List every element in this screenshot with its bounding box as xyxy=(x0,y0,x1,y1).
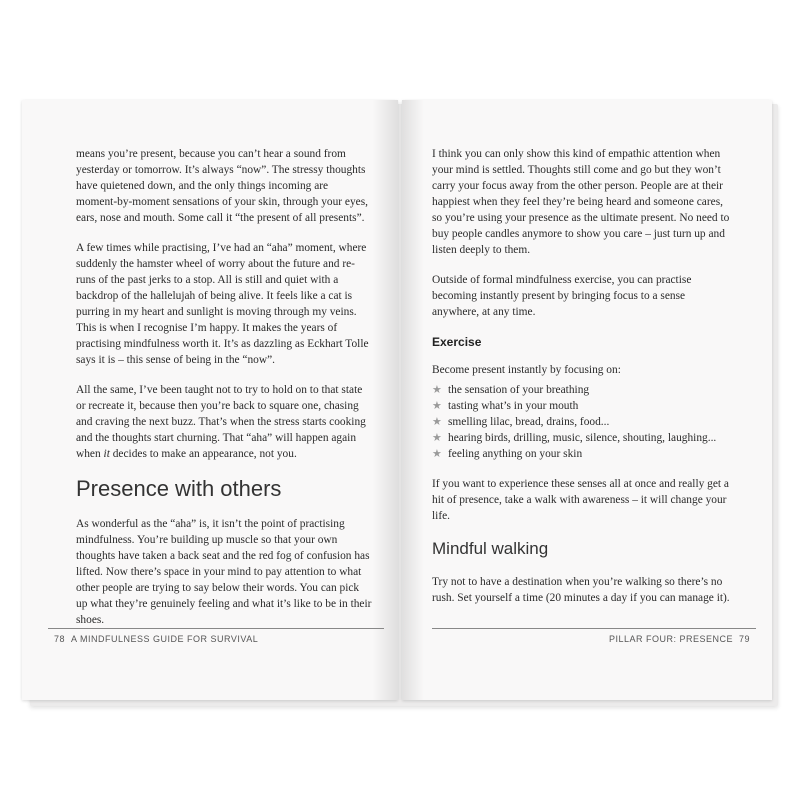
page-footer xyxy=(432,628,756,644)
right-page-content xyxy=(432,146,732,620)
running-title: PILLAR FOUR: PRESENCE xyxy=(608,634,733,644)
paragraph: Try not to have a destination when you’re walking so there’s no rush. Set yourself a time (20 minutes a day if you can manage it). xyxy=(432,576,730,604)
italic-word: it xyxy=(103,448,110,460)
paragraph-text: decides to make an appearance, not you. xyxy=(109,448,297,460)
left-page xyxy=(22,100,398,700)
list-item-text: the sensation of your breathing xyxy=(448,384,590,396)
exercise-list xyxy=(432,382,732,462)
list-item xyxy=(432,382,732,398)
paragraph: If you want to experience these senses all at once and really get a hit of presence, take a walk with awareness – it will change your life. xyxy=(432,478,729,522)
gutter-shadow xyxy=(402,100,424,700)
star-icon: ★ xyxy=(432,432,442,444)
star-icon: ★ xyxy=(432,416,442,428)
list-item xyxy=(432,430,732,446)
paragraph-text: All the same, I’ve been taught not to try to hold on to that state or recreate it, because then you’re back to square one, chasing and craving the next buzz. That’s when the stress starts cooking and the thoughts start churning. That “aha” will happen again when xyxy=(76,384,366,460)
star-icon: ★ xyxy=(432,400,442,412)
page-footer xyxy=(48,628,384,644)
paragraph: A few times while practising, I’ve had an “aha” moment, where suddenly the hamster wheel of worry about the future and re-runs of the past jerks to a stop. All is still and quiet with a backdrop of the hallelujah of being alive. It feels like a cat is purring in my heart and sunlight is moving through my veins. This is when I recognise I’m happy. It makes the years of practising mindfulness worth it. It’s as dazzling as Eckhart Tolle says it is – this sense of being in the “now”. xyxy=(76,242,369,366)
list-item xyxy=(432,414,732,430)
running-title: A MINDFULNESS GUIDE FOR SURVIVAL xyxy=(71,634,259,644)
star-icon: ★ xyxy=(432,448,442,460)
section-heading: Mindful walking xyxy=(432,539,549,558)
paragraph: Outside of formal mindfulness exercise, you can practise becoming instantly present by bringing focus to a sense anywhere, at any time. xyxy=(432,274,692,318)
gutter-shadow xyxy=(372,100,398,700)
list-item-text: smelling lilac, bread, drains, food... xyxy=(448,416,610,428)
list-item xyxy=(432,398,732,414)
left-page-content xyxy=(76,146,372,642)
exercise-heading: Exercise xyxy=(432,335,482,349)
paragraph: means you’re present, because you can’t hear a sound from yesterday or tomorrow. It’s always “now”. The stressy thoughts have quietened down, and the only things incoming are moment-by-moment sensations of your skin, through your eyes, ears, nose and mouth. Some call it “the present of all presents”. xyxy=(76,148,369,224)
list-item-text: feeling anything on your skin xyxy=(448,448,583,460)
right-page xyxy=(402,100,772,700)
star-icon: ★ xyxy=(432,384,442,396)
paragraph: As wonderful as the “aha” is, it isn’t the point of practising mindfulness. You’re building up muscle so that your own thoughts have taken a back seat and the red fog of confusion has lifted. Now there’s space in your mind to pay attention to what other people are trying to say below their words. You can pick up what they’re genuinely feeling and what it’s like to be in their shoes. xyxy=(76,518,372,626)
section-heading: Presence with others xyxy=(76,476,282,501)
page-number: 79 xyxy=(738,634,750,644)
paragraph xyxy=(76,382,372,462)
list-item xyxy=(432,446,732,462)
exercise-intro: Become present instantly by focusing on: xyxy=(432,364,621,376)
list-item-text: tasting what’s in your mouth xyxy=(448,400,579,412)
list-item-text: hearing birds, drilling, music, silence, shouting, laughing... xyxy=(448,432,717,444)
page-number: 78 xyxy=(54,634,66,644)
paragraph: I think you can only show this kind of empathic attention when your mind is settled. Thoughts still come and go but they won’t carry your focus away from the other person. People are at their happiest when they feel they’re being heard and someone cares, so you’re using your presence as the ultimate present. No need to buy people candles anymore to show you care – just turn up and listen deeply to them. xyxy=(432,148,730,256)
